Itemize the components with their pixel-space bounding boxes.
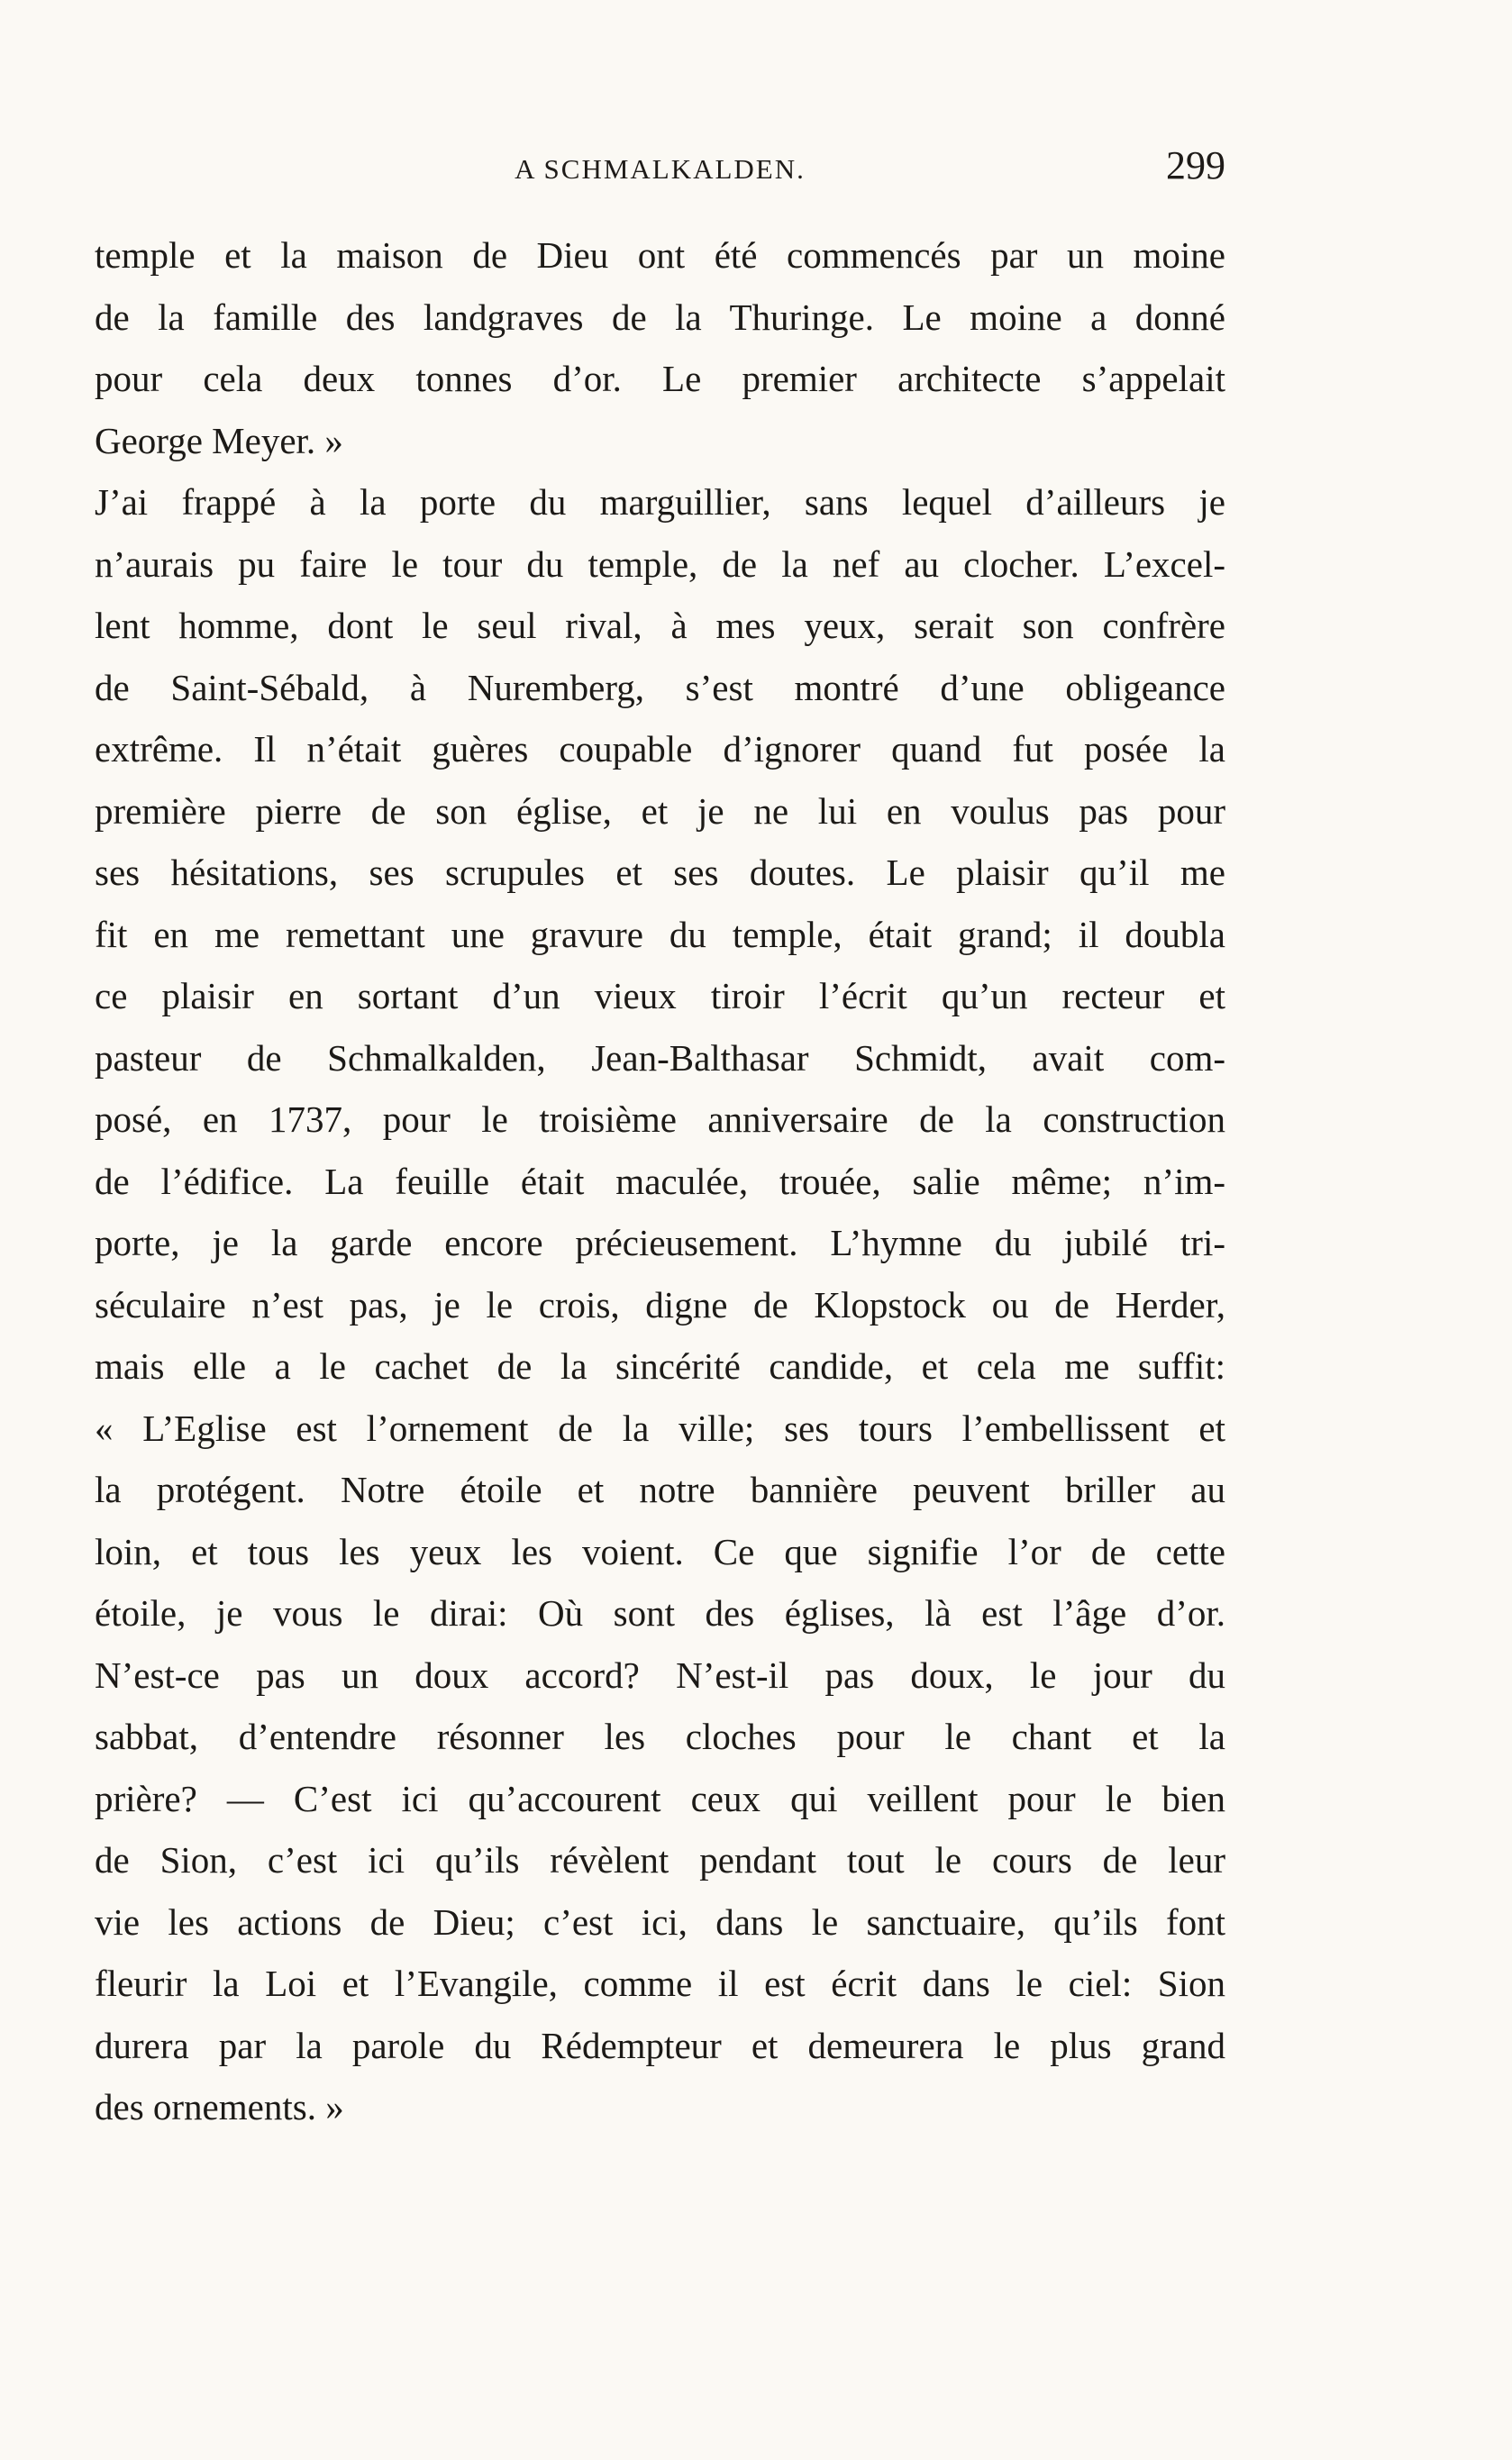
text-line: loin, et tous les yeux les voient. Ce que signifie l’or de cette: [95, 1530, 1225, 1572]
text-line: de la famille des landgraves de la Thuringe. Le moine a donné: [95, 296, 1225, 338]
text-line: durera par la parole du Rédempteur et demeurera le plus grand: [95, 2024, 1225, 2066]
text-line: extrême. Il n’était guères coupable d’ignorer quand fut posée la: [95, 728, 1225, 770]
text-line: J’ai frappé à la porte du marguillier, sans lequel d’ailleurs je: [95, 481, 1225, 523]
page-header: [95, 142, 1225, 196]
text-line: lent homme, dont le seul rival, à mes yeux, serait son confrère: [95, 605, 1225, 646]
text-line: mais elle a le cachet de la sincérité candide, et cela me suffit:: [95, 1345, 1225, 1387]
text-line: de Saint-Sébald, à Nuremberg, s’est montré d’une obligeance: [95, 666, 1225, 708]
text-line: temple et la maison de Dieu ont été commencés par un moine: [95, 234, 1225, 276]
text-line: n’aurais pu faire le tour du temple, de la nef au clocher. L’excel-: [95, 542, 1225, 585]
text-line: des ornements. »: [95, 2086, 344, 2127]
text-line: première pierre de son église, et je ne lui en voulus pas pour: [95, 789, 1225, 832]
text-line: ce plaisir en sortant d’un vieux tiroir l’écrit qu’un recteur et: [95, 975, 1225, 1016]
text-line: posé, en 1737, pour le troisième anniversaire de la construction: [95, 1098, 1225, 1140]
text-line: séculaire n’est pas, je le crois, digne de Klopstock ou de Herder,: [95, 1283, 1225, 1326]
text-line: pour cela deux tonnes d’or. Le premier architecte s’appelait: [95, 358, 1225, 399]
text-line: N’est-ce pas un doux accord? N’est-il pas doux, le jour du: [95, 1654, 1225, 1696]
text-line: fit en me remettant une gravure du temple, était grand; il doubla: [95, 913, 1225, 955]
text-line: pasteur de Schmalkalden, Jean-Balthasar Schmidt, avait com-: [95, 1036, 1225, 1079]
text-line: fleurir la Loi et l’Evangile, comme il est écrit dans le ciel: Sion: [95, 1963, 1225, 2004]
text-line: de l’édifice. La feuille était maculée, trouée, salie même; n’im-: [95, 1160, 1225, 1202]
body-text: [95, 224, 1225, 2138]
text-line: de Sion, c’est ici qu’ils révèlent pendant tout le cours de leur: [95, 1839, 1225, 1881]
running-head: A SCHMALKALDEN.: [515, 153, 806, 185]
text-line: ses hésitations, ses scrupules et ses doutes. Le plaisir qu’il me: [95, 852, 1225, 893]
page-number: 299: [1166, 143, 1225, 187]
text-line: porte, je la garde encore précieusement. L’hymne du jubilé tri-: [95, 1222, 1225, 1263]
text-line: « L’Eglise est l’ornement de la ville; ses tours l’embellissent et: [95, 1407, 1225, 1449]
text-line: la protégent. Notre étoile et notre bannière peuvent briller au: [95, 1469, 1225, 1510]
text-line: vie les actions de Dieu; c’est ici, dans le sanctuaire, qu’ils font: [95, 1900, 1225, 1943]
text-line: George Meyer. »: [95, 419, 343, 461]
text-line: prière? — C’est ici qu’accourent ceux qui veillent pour le bien: [95, 1777, 1225, 1819]
text-line: sabbat, d’entendre résonner les cloches pour le chant et la: [95, 1716, 1225, 1757]
text-line: étoile, je vous le dirai: Où sont des églises, là est l’âge d’or.: [95, 1592, 1225, 1634]
